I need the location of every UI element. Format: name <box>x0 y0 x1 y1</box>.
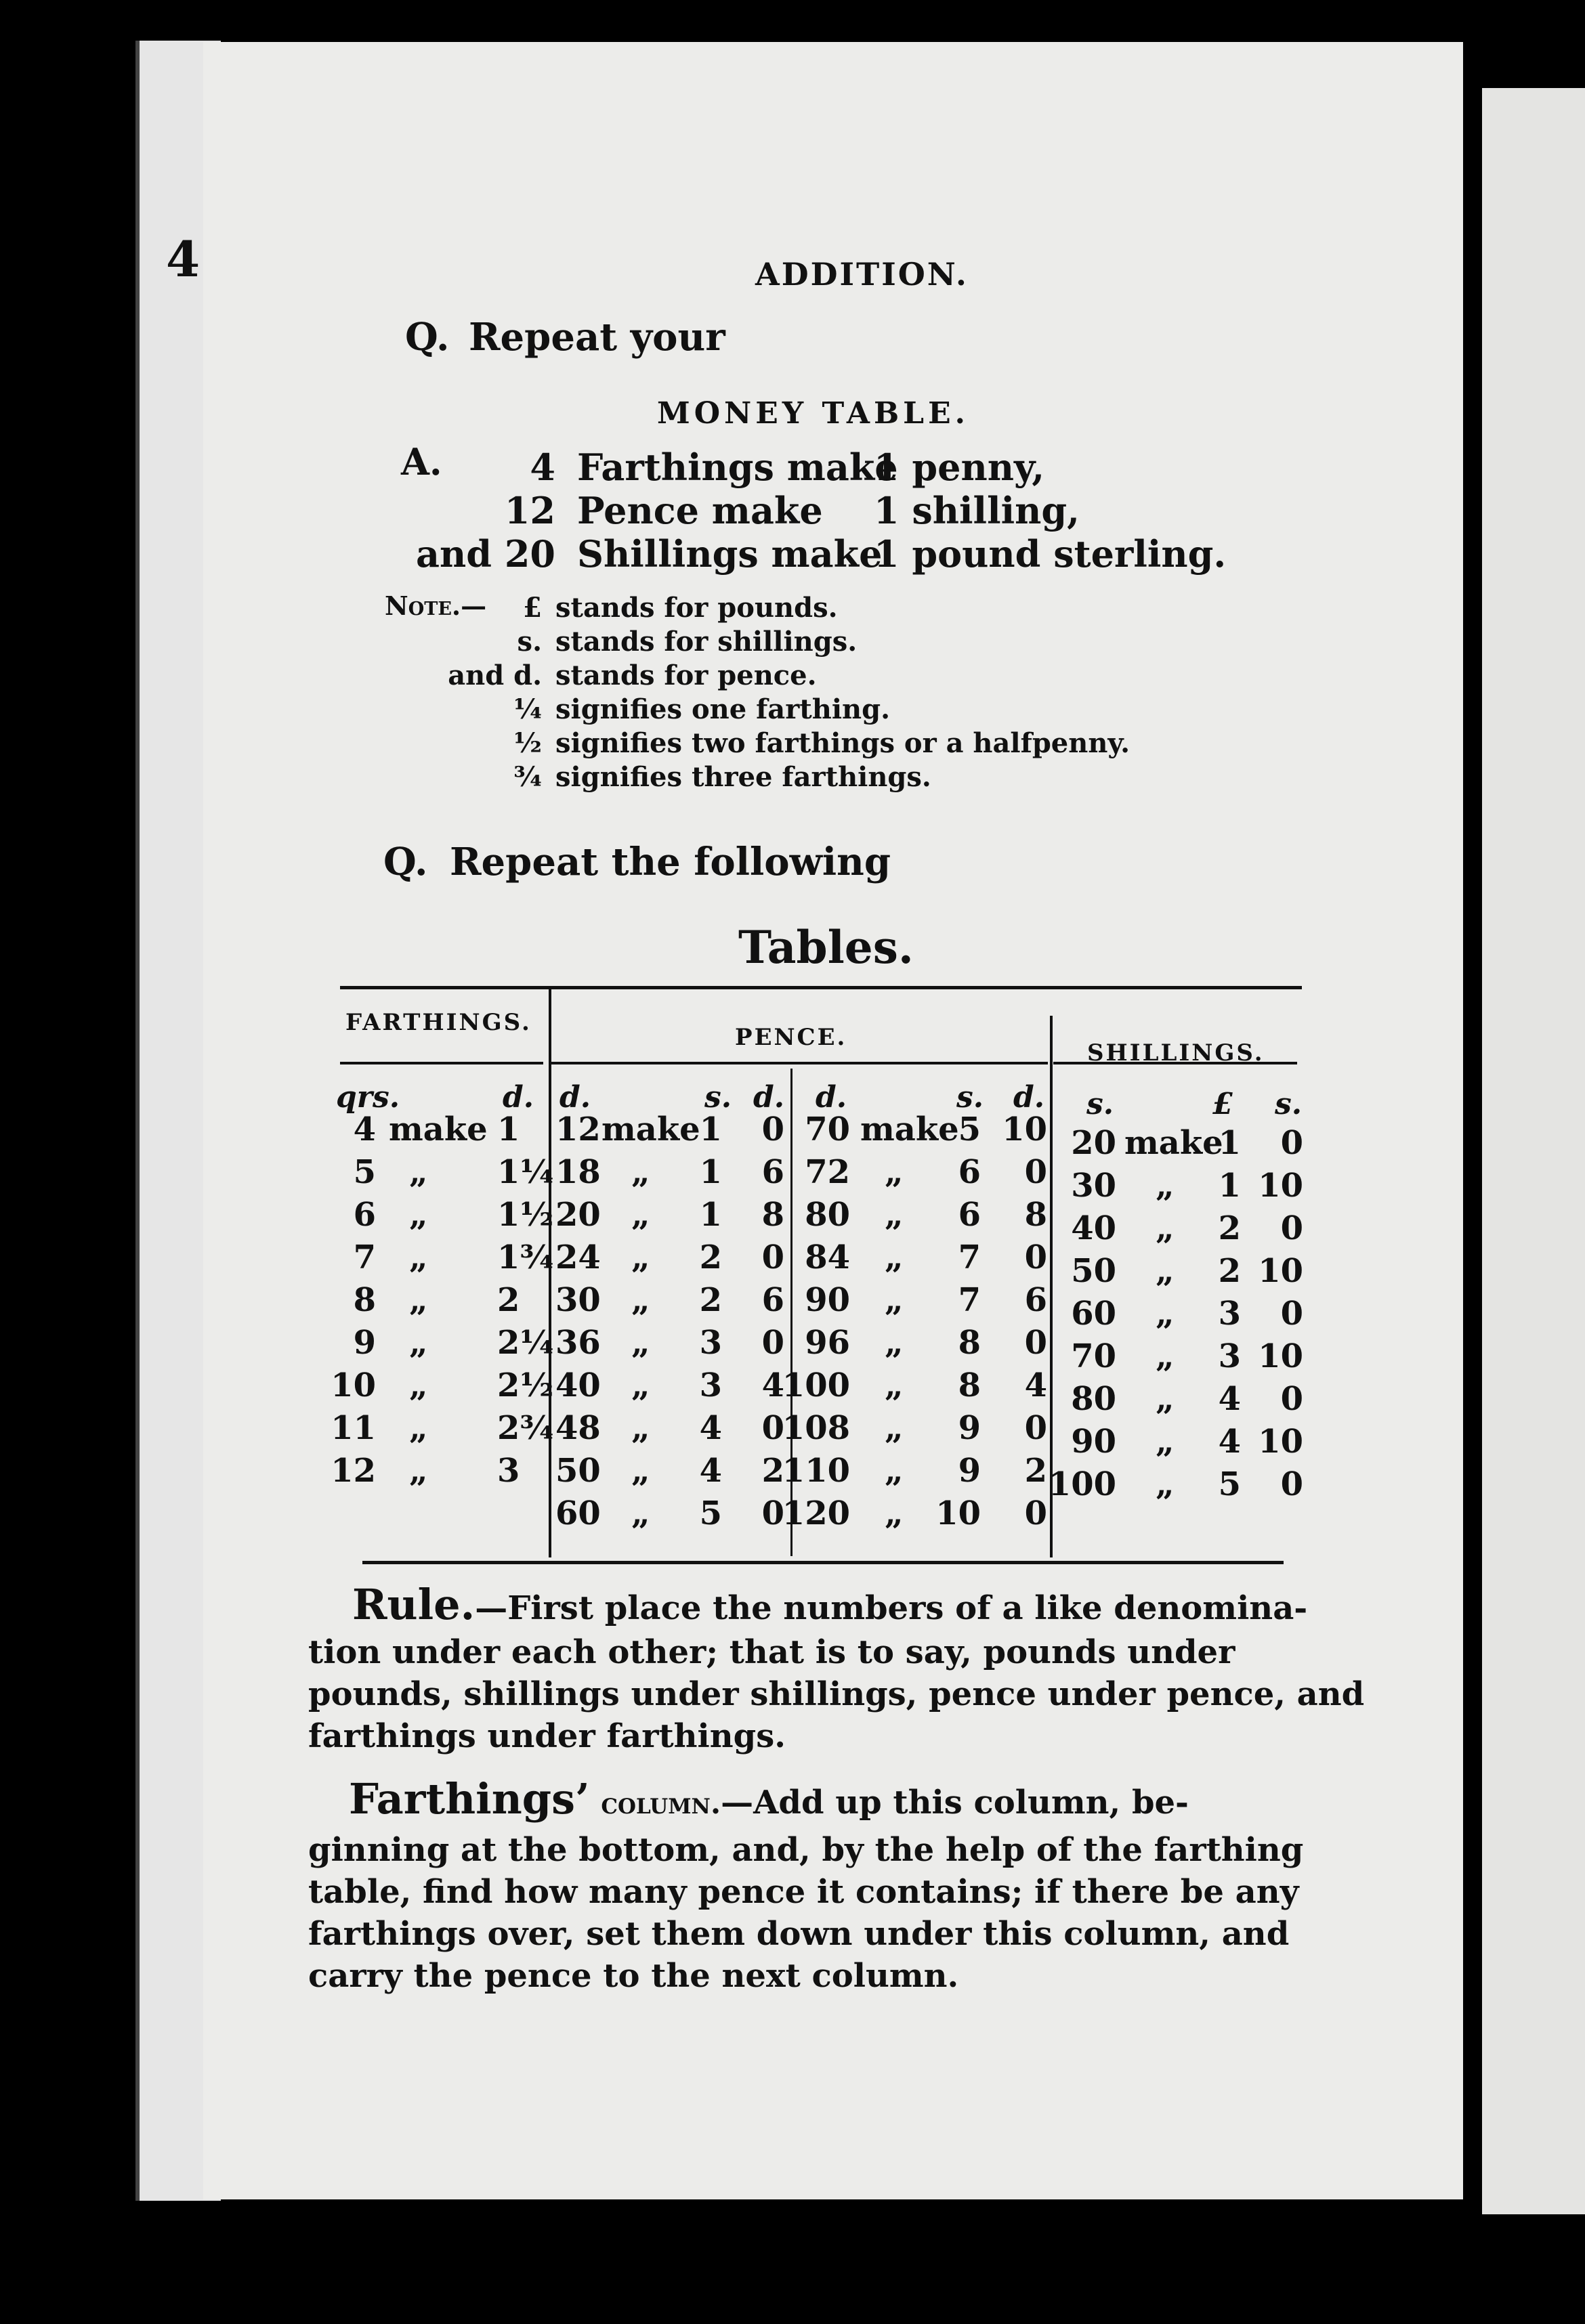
shillings-s2: 0 <box>1280 1380 1303 1418</box>
ditto-mark: „ <box>885 1367 904 1404</box>
shillings-pounds: 4 <box>1218 1423 1241 1461</box>
rule-line-1 <box>352 1580 1308 1630</box>
ditto-mark: „ <box>885 1409 904 1447</box>
shillings-col-pounds: £ <box>1212 1087 1233 1121</box>
make-word: make <box>389 1111 488 1148</box>
pence-b-d: 90 <box>805 1281 850 1319</box>
pence-a-s: 1 <box>699 1153 722 1191</box>
pence-b-d: 110 <box>782 1452 850 1490</box>
pence-a-d2: 0 <box>761 1324 784 1362</box>
shillings-pounds: 2 <box>1218 1209 1241 1247</box>
pence-b-s: 5 <box>958 1111 981 1148</box>
farthings-d: 3 <box>497 1452 520 1490</box>
shillings-s: 70 <box>1071 1337 1116 1375</box>
ditto-mark: „ <box>631 1239 650 1276</box>
money-line-unit: Shillings make <box>577 532 883 576</box>
make-word: make <box>1124 1124 1223 1162</box>
note-symbol: s. <box>517 626 542 658</box>
ditto-mark: „ <box>885 1494 904 1532</box>
shillings-s2: 0 <box>1280 1295 1303 1333</box>
farthings-qrs: 6 <box>353 1196 376 1234</box>
ditto-mark: „ <box>1156 1337 1175 1375</box>
pence-a-d: 12 <box>555 1111 601 1148</box>
ditto-mark: „ <box>409 1153 428 1191</box>
pence-b-d2: 8 <box>1024 1196 1047 1234</box>
farthings-col-text: —Add up this column, be- <box>721 1784 1189 1822</box>
money-line-result: 1 pound sterling. <box>874 532 1227 576</box>
farthings-header: FARTHINGS. <box>345 1009 532 1036</box>
pence-b-col-d2: d. <box>1013 1080 1045 1115</box>
pence-b-d: 100 <box>782 1367 850 1404</box>
farthings-qrs: 9 <box>353 1324 376 1362</box>
pence-a-d: 36 <box>555 1324 601 1362</box>
shillings-pounds: 3 <box>1218 1337 1241 1375</box>
pence-a-d2: 4 <box>761 1367 784 1404</box>
farthings-col-line-5: carry the pence to the next column. <box>308 1957 959 1995</box>
farthings-col-line-3: table, find how many pence it contains; if there be any <box>308 1873 1299 1911</box>
note-text: signifies three farthings. <box>555 761 931 793</box>
pence-b-d: 72 <box>805 1153 850 1191</box>
farthings-d: 1¼ <box>497 1153 554 1191</box>
pence-a-d: 20 <box>555 1196 601 1234</box>
pence-a-s: 1 <box>699 1196 722 1234</box>
farthings-d: 1½ <box>497 1196 554 1234</box>
pence-b-d2: 6 <box>1024 1281 1047 1319</box>
pence-a-col-d: d. <box>559 1080 591 1115</box>
ditto-mark: „ <box>631 1324 650 1362</box>
pence-a-d2: 0 <box>761 1409 784 1447</box>
shillings-s: 60 <box>1071 1295 1116 1333</box>
note-symbol: £ <box>523 592 542 624</box>
ditto-mark: „ <box>409 1196 428 1234</box>
pence-b-s: 9 <box>958 1409 981 1447</box>
shillings-pounds: 1 <box>1218 1124 1241 1162</box>
table-bottom-rule <box>362 1561 1284 1564</box>
pence-b-s: 8 <box>958 1367 981 1404</box>
pence-a-d2: 2 <box>761 1452 784 1490</box>
pence-header: PENCE. <box>735 1024 847 1051</box>
pence-a-d: 60 <box>555 1494 601 1532</box>
farthings-col-d: d. <box>503 1080 534 1115</box>
ditto-mark: „ <box>631 1409 650 1447</box>
farthings-d: 2¾ <box>497 1409 554 1447</box>
pence-a-d2: 0 <box>761 1494 784 1532</box>
pence-b-col-s: s. <box>956 1080 984 1115</box>
ditto-mark: „ <box>409 1324 428 1362</box>
farthings-col-line-2: ginning at the bottom, and, by the help of the farthing <box>308 1831 1304 1869</box>
pence-a-s: 1 <box>699 1111 722 1148</box>
ditto-mark: „ <box>1156 1167 1175 1205</box>
ditto-mark: „ <box>1156 1380 1175 1418</box>
ditto-mark: „ <box>1156 1295 1175 1333</box>
note-text: stands for pence. <box>555 660 817 691</box>
pence-a-s: 3 <box>699 1324 722 1362</box>
pence-b-d2: 0 <box>1024 1239 1047 1276</box>
ditto-mark: „ <box>1156 1423 1175 1461</box>
pence-b-d2: 0 <box>1024 1494 1047 1532</box>
money-line-result: 1 shilling, <box>874 489 1080 532</box>
farthings-d: 2 <box>497 1281 520 1319</box>
ditto-mark: „ <box>631 1452 650 1490</box>
ditto-mark: „ <box>1156 1465 1175 1503</box>
shillings-s: 20 <box>1071 1124 1116 1162</box>
farthings-qrs: 8 <box>353 1281 376 1319</box>
pence-b-d2: 0 <box>1024 1324 1047 1362</box>
farthings-d: 2½ <box>497 1367 554 1404</box>
note-symbol: ¼ <box>513 693 542 725</box>
pence-b-s: 6 <box>958 1153 981 1191</box>
farthings-col-line-1 <box>349 1774 1189 1826</box>
note-text: stands for shillings. <box>555 626 858 658</box>
farthings-col-heading-small: column. <box>601 1786 721 1821</box>
make-word: make <box>601 1111 700 1148</box>
farthings-d: 1 <box>497 1111 520 1148</box>
pence-a-d2: 0 <box>761 1111 784 1148</box>
pence-b-d: 120 <box>782 1494 850 1532</box>
rule-heading: Rule. <box>352 1580 476 1629</box>
shillings-s: 40 <box>1071 1209 1116 1247</box>
farthings-qrs: 7 <box>353 1239 376 1276</box>
ditto-mark: „ <box>409 1239 428 1276</box>
pence-a-d: 50 <box>555 1452 601 1490</box>
question-label: Q. <box>405 315 450 360</box>
note-symbol: ½ <box>513 727 542 759</box>
shillings-header: SHILLINGS. <box>1087 1039 1265 1067</box>
ditto-mark: „ <box>885 1239 904 1276</box>
money-line-result: 1 penny, <box>874 446 1045 489</box>
pence-b-col-d: d. <box>816 1080 847 1115</box>
shillings-pounds: 5 <box>1218 1465 1241 1503</box>
pence-b-d: 108 <box>782 1409 850 1447</box>
pence-a-s: 4 <box>699 1409 722 1447</box>
pence-b-d: 84 <box>805 1239 850 1276</box>
ditto-mark: „ <box>631 1367 650 1404</box>
running-head: ADDITION. <box>755 256 969 293</box>
shillings-s: 30 <box>1071 1167 1116 1205</box>
ditto-mark: „ <box>1156 1209 1175 1247</box>
shillings-s2: 10 <box>1258 1252 1303 1290</box>
ditto-mark: „ <box>409 1281 428 1319</box>
money-line-amount: 12 <box>504 489 555 532</box>
question-label-2: Q. <box>383 840 428 884</box>
shillings-pounds: 2 <box>1218 1252 1241 1290</box>
ditto-mark: „ <box>409 1367 428 1404</box>
ditto-mark: „ <box>885 1153 904 1191</box>
pence-a-col-s: s. <box>704 1080 732 1115</box>
farthings-col-line-4: farthings over, set them down under this column, and <box>308 1915 1290 1953</box>
note-label: Note.— <box>385 590 487 621</box>
shillings-s2: 0 <box>1280 1124 1303 1162</box>
pence-b-s: 9 <box>958 1452 981 1490</box>
pence-b-s: 7 <box>958 1239 981 1276</box>
pence-a-s: 4 <box>699 1452 722 1490</box>
pence-a-s: 3 <box>699 1367 722 1404</box>
ditto-mark: „ <box>631 1153 650 1191</box>
pence-a-s: 5 <box>699 1494 722 1532</box>
table-top-rule <box>340 986 1302 989</box>
rule-line-4: farthings under farthings. <box>308 1717 786 1755</box>
money-line-unit: Farthings make <box>577 446 898 489</box>
pence-b-s: 6 <box>958 1196 981 1234</box>
pence-b-d: 80 <box>805 1196 850 1234</box>
pence-a-d2: 6 <box>761 1153 784 1191</box>
ditto-mark: „ <box>1156 1252 1175 1290</box>
money-line-unit: Pence make <box>577 489 823 532</box>
page-number: 4 <box>166 230 200 288</box>
pence-b-s: 10 <box>935 1494 981 1532</box>
pence-a-d: 40 <box>555 1367 601 1404</box>
pence-a-d: 18 <box>555 1153 601 1191</box>
ditto-mark: „ <box>885 1281 904 1319</box>
ditto-mark: „ <box>631 1196 650 1234</box>
shillings-pounds: 4 <box>1218 1380 1241 1418</box>
pence-b-d: 70 <box>805 1111 850 1148</box>
rule-line-3: pounds, shillings under shillings, pence under pence, and <box>308 1675 1365 1713</box>
note-symbol: ¾ <box>513 761 542 793</box>
farthings-d: 1¾ <box>497 1239 554 1276</box>
pence-b-s: 8 <box>958 1324 981 1362</box>
shillings-s2: 10 <box>1258 1167 1303 1205</box>
ditto-mark: „ <box>409 1452 428 1490</box>
money-line-amount: and 20 <box>416 532 555 576</box>
question-text: Repeat your <box>469 315 725 360</box>
pence-a-d2: 0 <box>761 1239 784 1276</box>
money-table-title: MONEY TABLE. <box>657 396 969 431</box>
pence-a-d2: 6 <box>761 1281 784 1319</box>
pence-a-d: 30 <box>555 1281 601 1319</box>
question-text-2: Repeat the following <box>450 840 891 884</box>
shillings-s: 80 <box>1071 1380 1116 1418</box>
ditto-mark: „ <box>631 1494 650 1532</box>
farthings-qrs: 4 <box>353 1111 376 1148</box>
pence-a-d: 24 <box>555 1239 601 1276</box>
facing-page-edge <box>1482 88 1585 2214</box>
farthings-col-heading: Farthings’ <box>349 1774 590 1824</box>
shillings-s2: 10 <box>1258 1337 1303 1375</box>
pence-b-s: 7 <box>958 1281 981 1319</box>
pence-b-d2: 4 <box>1024 1367 1047 1404</box>
ditto-mark: „ <box>631 1281 650 1319</box>
shillings-s: 50 <box>1071 1252 1116 1290</box>
shillings-s2: 0 <box>1280 1465 1303 1503</box>
ditto-mark: „ <box>885 1196 904 1234</box>
note-text: signifies two farthings or a halfpenny. <box>555 727 1130 759</box>
pence-header-rule <box>550 1062 1048 1064</box>
farthings-col-qrs: qrs. <box>336 1080 400 1115</box>
pence-b-d2: 2 <box>1024 1452 1047 1490</box>
farthings-qrs: 11 <box>331 1409 376 1447</box>
pence-a-d2: 8 <box>761 1196 784 1234</box>
pence-b-d2: 0 <box>1024 1153 1047 1191</box>
pence-a-col-d2: d. <box>753 1080 785 1115</box>
shillings-s2: 0 <box>1280 1209 1303 1247</box>
farthings-header-rule <box>340 1062 543 1064</box>
shillings-s2: 10 <box>1258 1423 1303 1461</box>
tables-title: Tables. <box>738 921 914 974</box>
make-word: make <box>860 1111 959 1148</box>
rule-text: —First place the numbers of a like denomina- <box>475 1589 1308 1627</box>
pence-b-d: 96 <box>805 1324 850 1362</box>
farthings-qrs: 12 <box>331 1452 376 1490</box>
farthings-qrs: 5 <box>353 1153 376 1191</box>
ditto-mark: „ <box>885 1324 904 1362</box>
shillings-col-s2: s. <box>1275 1087 1303 1121</box>
farthings-d: 2¼ <box>497 1324 554 1362</box>
ditto-mark: „ <box>409 1409 428 1447</box>
money-line-amount: 4 <box>530 446 555 489</box>
shillings-s: 90 <box>1071 1423 1116 1461</box>
rule-line-2: tion under each other; that is to say, pounds under <box>308 1633 1235 1671</box>
pence-a-s: 2 <box>699 1281 722 1319</box>
shillings-pounds: 3 <box>1218 1295 1241 1333</box>
shillings-pounds: 1 <box>1218 1167 1241 1205</box>
ditto-mark: „ <box>885 1452 904 1490</box>
pence-a-s: 2 <box>699 1239 722 1276</box>
note-text: stands for pounds. <box>555 592 838 624</box>
farthings-qrs: 10 <box>331 1367 376 1404</box>
pence-a-d: 48 <box>555 1409 601 1447</box>
note-symbol: and d. <box>448 660 542 691</box>
shillings-col-s: s. <box>1086 1087 1114 1121</box>
answer-label: A. <box>401 440 442 483</box>
shillings-s: 100 <box>1048 1465 1116 1503</box>
pence-b-d2: 0 <box>1024 1409 1047 1447</box>
pence-b-d2: 10 <box>1002 1111 1047 1148</box>
note-text: signifies one farthing. <box>555 693 891 725</box>
